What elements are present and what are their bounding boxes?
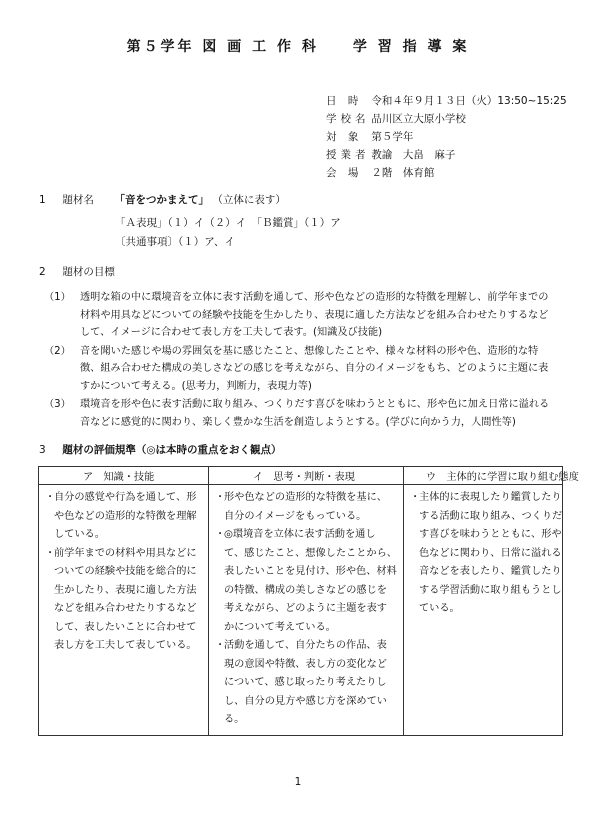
criterion-line: する学習活動に取り組もうとし	[419, 584, 562, 596]
table-header-cell	[39, 467, 209, 485]
criterion-line: について、感じ取ったり考えたりし	[224, 677, 387, 688]
goal-list	[44, 289, 564, 432]
section-1-heading	[39, 192, 286, 207]
criterion-line: る。	[224, 714, 245, 725]
criterion-item	[45, 489, 203, 545]
goal-item	[44, 289, 564, 342]
goal-text-line: 徴、組み合わせた構成の美しさなどの感じを考えながら、自分のイメージをもち、どのように主題に表	[80, 363, 549, 374]
criterion-line: している。	[54, 529, 105, 540]
table-header-cell	[209, 467, 404, 485]
bullet-mark: ・	[45, 492, 56, 503]
bullet-mark: ・	[45, 547, 56, 559]
table-cell-attitude	[404, 485, 563, 736]
goal-text-line: 環境音を形や色に表す活動に取り組み、つくりだす喜びを味わうとともに、形や色に加え日常に溢れる	[80, 399, 550, 410]
criterion-line: して、表したいことに合わせて	[54, 621, 197, 633]
goal-number: （3）	[44, 399, 71, 410]
info-label: 対 象	[326, 131, 363, 143]
table-header-cell	[404, 467, 579, 485]
section-label: 題材の評価規準（◎は本時の重点をおく観点）	[62, 444, 282, 456]
bullet-mark: ・	[215, 529, 226, 540]
goal-text-line: 材料や用具などについての経験や技能を生かしたり、表現に適した方法などを組み合わせたりするなど	[80, 309, 549, 321]
table-cell-thinking	[209, 485, 404, 736]
criterion-line: の特徴、構成の美しさなどの感じを	[224, 584, 387, 596]
section-number: 3	[39, 444, 46, 456]
evaluation-table	[38, 466, 579, 736]
info-row-date	[326, 92, 567, 110]
info-label: 日 時	[326, 95, 363, 107]
info-row-venue	[326, 164, 567, 182]
info-label: 学校名	[326, 113, 370, 125]
criterion-line: かについて考えている。	[224, 621, 336, 633]
info-row-teacher	[326, 146, 567, 164]
criterion-line: 表したいことを見付け、形や色、材料	[224, 566, 397, 577]
criterion-item	[215, 637, 398, 730]
criterion-line: 自分のイメージをもっている。	[224, 510, 367, 522]
criterion-line: 考えながら、どのように主題を表す	[224, 603, 387, 614]
criterion-line: 活動を通して、自分たちの作品、表	[224, 640, 387, 651]
info-row-target	[326, 128, 567, 146]
criterion-line: し、自分の見方や感じ方を深めてい	[224, 695, 387, 707]
page-number: 1	[294, 776, 302, 788]
info-label: 授業者	[326, 149, 370, 161]
section-label: 題材名	[62, 194, 94, 206]
bullet-mark: ・	[215, 492, 226, 503]
table-cell-knowledge	[39, 485, 209, 736]
info-label: 会 場	[326, 167, 363, 179]
column-header: ウ 主体的に学習に取り組む態度	[426, 472, 579, 483]
info-value: 品川区立大原小学校	[371, 113, 466, 125]
info-value: 教諭 大畠 麻子	[371, 149, 456, 161]
goal-item	[44, 343, 564, 396]
goal-text-line: 音を聞いた感じや場の雰囲気を基に感じたこと、想像したことや、様々な材料の形や色、造形的な特	[80, 345, 539, 357]
criterion-line: ◎環境音を立体に表す活動を通し	[224, 529, 376, 540]
criterion-item	[45, 545, 203, 656]
criterion-line: 形や色などの造形的な特徴を基に、	[224, 492, 387, 503]
criterion-line: する活動に取り組み、つくりだ	[419, 510, 563, 522]
info-value: ２階 体育館	[371, 167, 435, 179]
section-2-heading	[39, 264, 115, 279]
section-number: 2	[39, 266, 46, 278]
criterion-line: 現の意図や特徴、表し方の変化など	[224, 658, 387, 670]
criterion-item	[215, 526, 398, 637]
criterion-item	[215, 489, 398, 526]
criterion-line: 自分の感覚や行為を通して、形	[54, 492, 197, 503]
info-value: 第５学年	[371, 131, 414, 143]
column-header: イ 思考・判断・表現	[253, 472, 355, 483]
goal-text-line: すかについて考える。(思考力，判断力，表現力等)	[80, 380, 312, 392]
goal-text-line: 音などに感覚的に関わり、楽しく豊かな生活を創造しようとする。(学びに向かう力，人間性等)	[80, 416, 516, 428]
criterion-item	[410, 489, 563, 619]
criterion-line: ている。	[419, 603, 460, 614]
criterion-line: などを組み合わせたりするなど	[54, 603, 197, 614]
criterion-line: 表し方を工夫して表している。	[54, 640, 197, 651]
criterion-line: や色などの造形的な特徴を理解	[54, 510, 197, 522]
criterion-line: ついての経験や技能を総合的に	[54, 566, 197, 577]
curriculum-line: 「Ａ表現」（１）イ（２）イ 「Ｂ鑑賞」（１）ア	[115, 217, 341, 229]
lesson-info	[326, 92, 567, 182]
page-title: 第５学年 図 画 工 作 科 学 習 指 導 案	[126, 39, 470, 55]
unit-name: 「音をつかまえて」	[114, 194, 210, 206]
unit-subtitle: （立体に表す）	[212, 194, 286, 206]
goal-number: （1）	[44, 292, 71, 303]
criterion-line: 音などを表したり、鑑賞したり	[419, 566, 562, 577]
criterion-line: 生かしたり、表現に適した方法	[54, 584, 197, 596]
criterion-line: 色などに関わり、日常に溢れる	[419, 547, 562, 559]
info-row-school	[326, 110, 567, 128]
section-number: 1	[39, 194, 46, 206]
section-label: 題材の目標	[62, 266, 115, 278]
criterion-line: て、感じたこと、想像したことから、	[224, 547, 397, 559]
curriculum-items	[115, 214, 341, 252]
goal-number: （2）	[44, 345, 71, 357]
bullet-mark: ・	[410, 492, 421, 503]
criterion-line: 前学年までの材料や用具などに	[54, 547, 197, 559]
column-header: ア 知識・技能	[83, 472, 155, 483]
curriculum-line: 〔共通事項〕（１）ア、イ	[115, 236, 235, 248]
criterion-line: 主体的に表現したり鑑賞したり	[419, 492, 562, 503]
goal-text-line: して、イメージに合わせて表し方を工夫して表す。(知識及び技能)	[80, 327, 383, 338]
goal-item	[44, 396, 564, 431]
info-value: 令和４年９月１３日（火）13:50~15:25	[371, 95, 567, 107]
section-3-heading	[39, 442, 282, 457]
criterion-line: す喜びを味わうとともに、形や	[419, 529, 562, 540]
goal-text-line: 透明な箱の中に環境音を立体に表す活動を通して、形や色などの造形的な特徴を理解し、前学年までの	[80, 292, 549, 303]
bullet-mark: ・	[215, 640, 226, 651]
